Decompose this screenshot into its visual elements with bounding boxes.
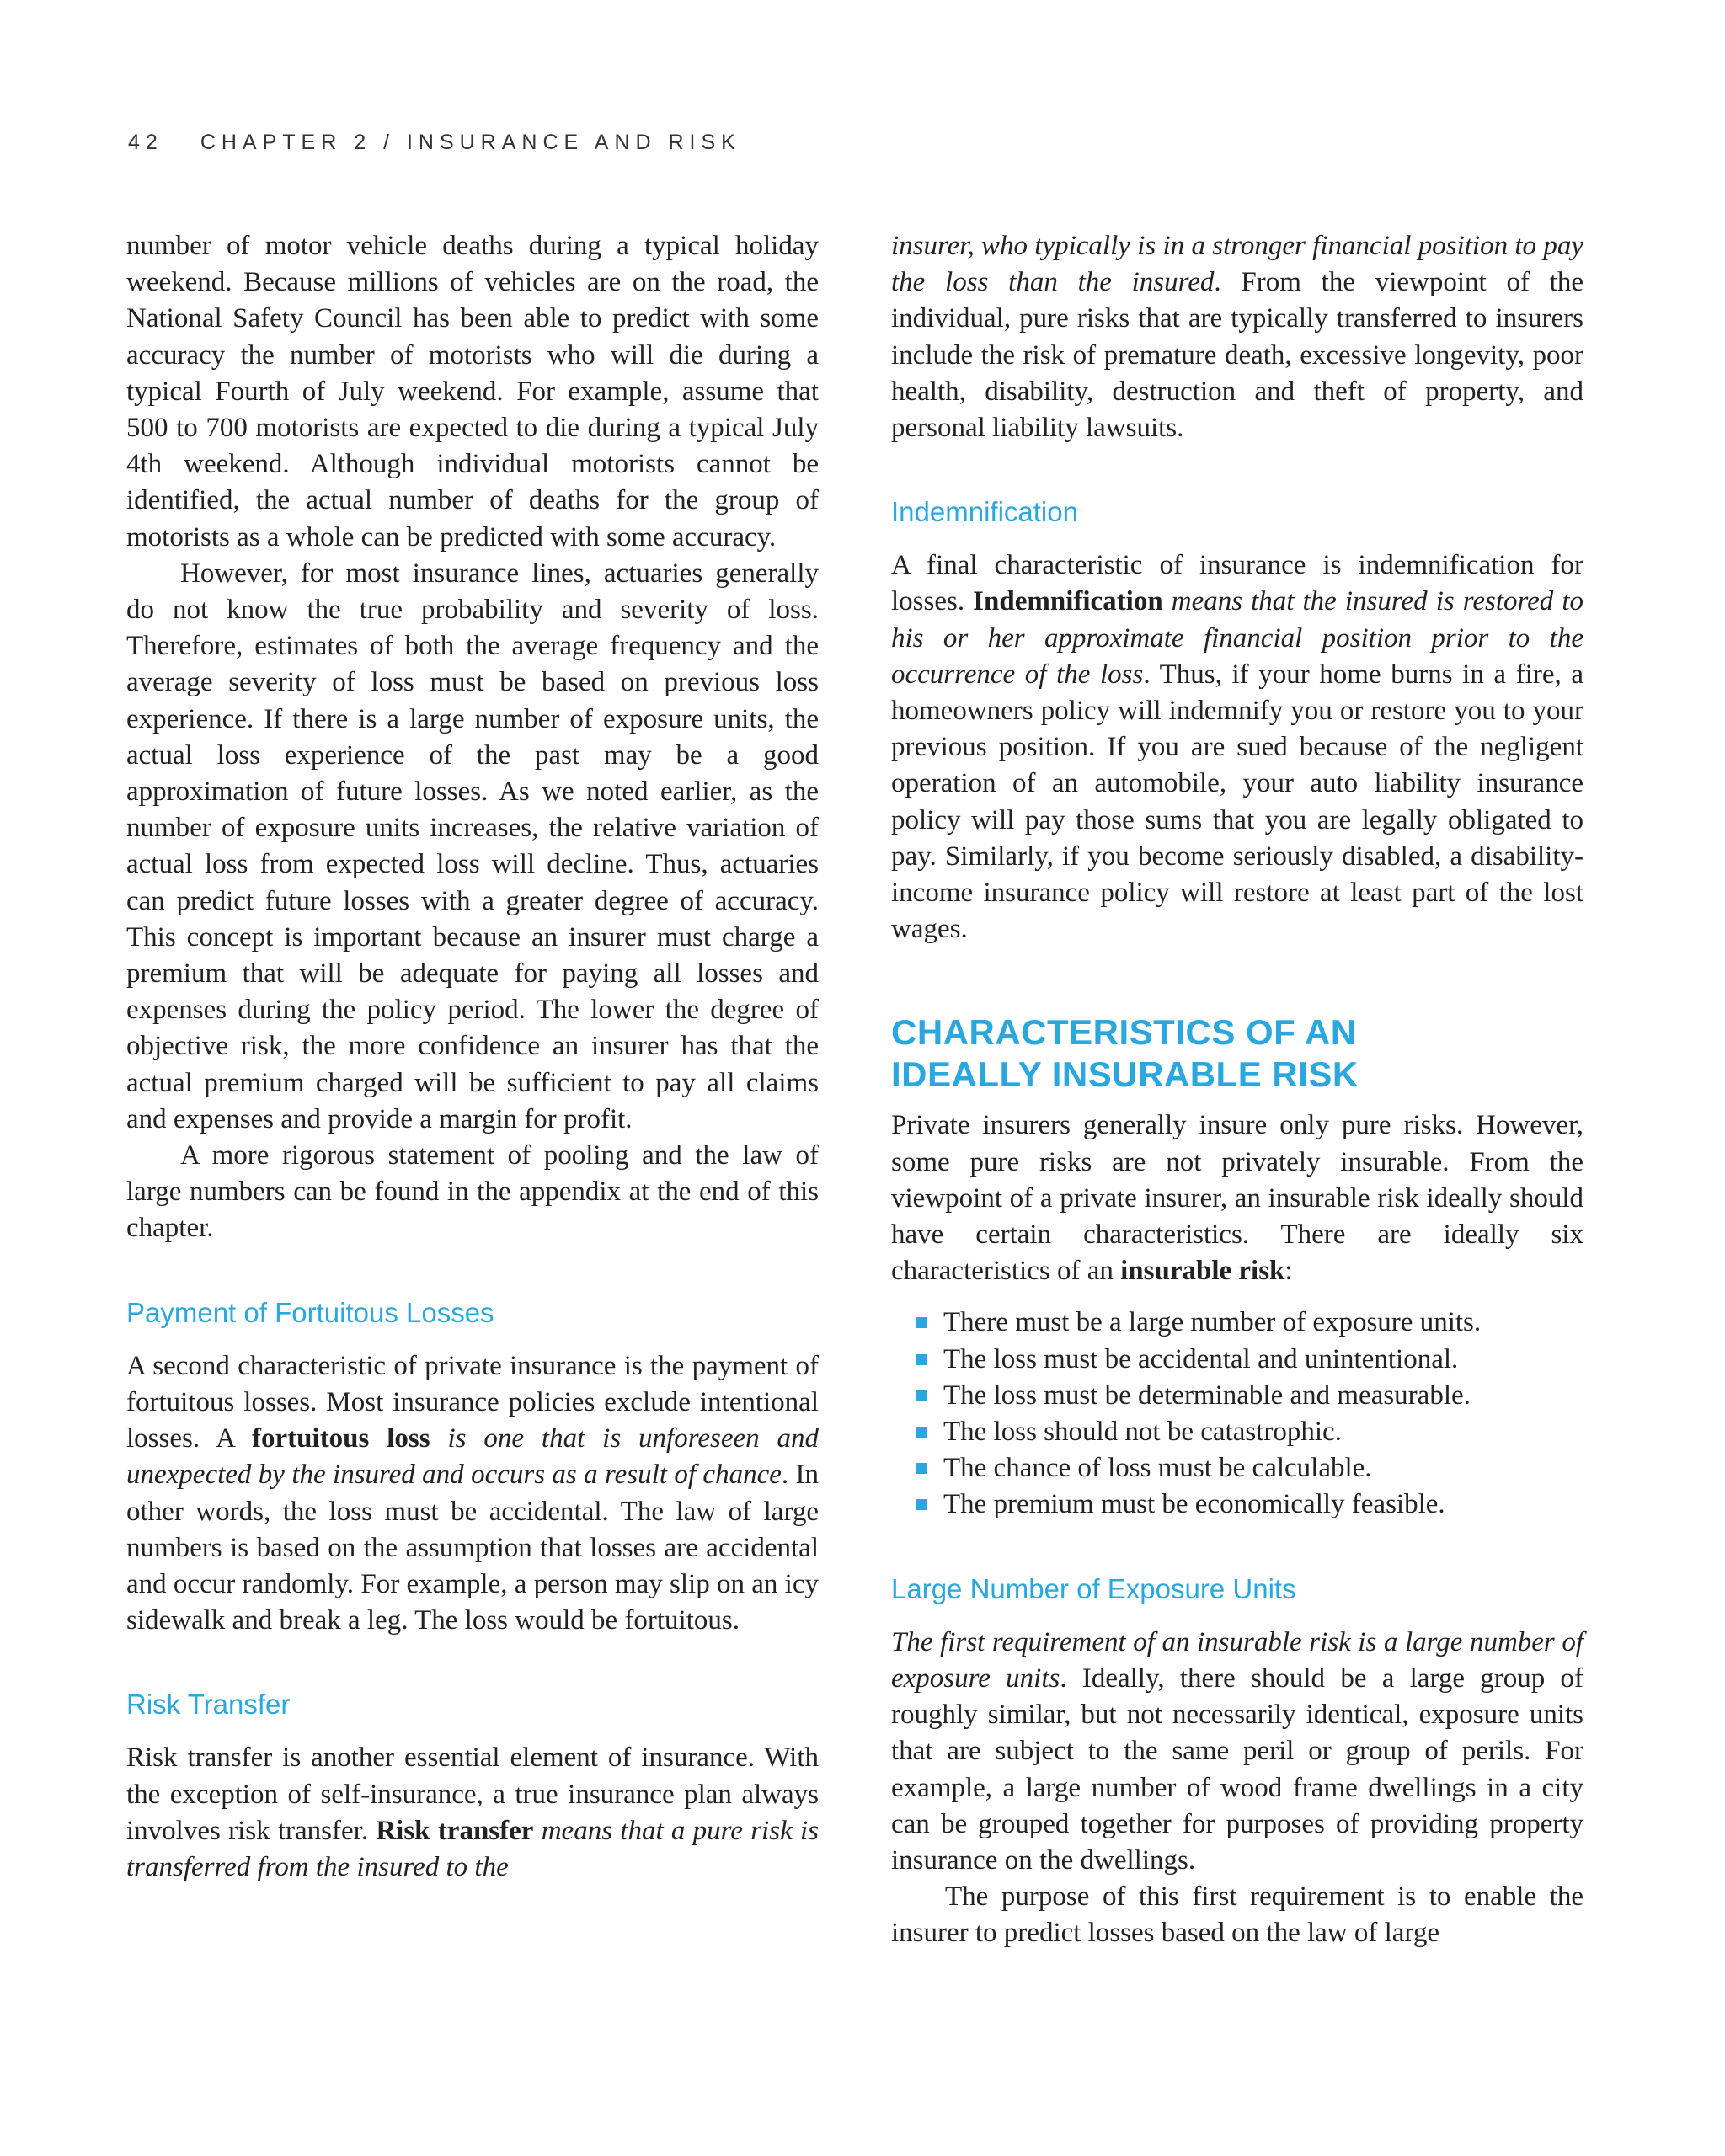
text: : (1284, 1256, 1293, 1287)
key-term: Risk transfer (376, 1815, 534, 1846)
page-number: 42 (128, 131, 163, 154)
bullet-square-icon (916, 1499, 927, 1510)
section-heading-large-number: Large Number of Exposure Units (891, 1572, 1296, 1604)
section-heading-indemnification: Indemnification (891, 496, 1078, 528)
definition: means that a pure risk is transferred from the insured to the (126, 1815, 820, 1882)
bullet-square-icon (916, 1463, 927, 1474)
list-item (916, 1342, 1583, 1378)
list-item-text: The premium must be economically feasible. (943, 1489, 1445, 1520)
key-term: fortuitous loss (252, 1423, 430, 1454)
text: . In other words, the loss must be accidental. The law of large numbers is based on the assumption that losses are accidental and occur randomly. For example, a person may slip on an icy sidewalk and break a leg. The loss would be fortuitous. (126, 1460, 819, 1636)
list-item (916, 1414, 1583, 1450)
list-item-text: The loss must be accidental and unintentional. (943, 1343, 1459, 1374)
running-title: CHAPTER 2 / INSURANCE AND RISK (200, 131, 741, 154)
section-heading-risk-transfer: Risk Transfer (126, 1689, 291, 1721)
paragraph (891, 228, 1583, 446)
paragraph (126, 1740, 819, 1886)
list-item-text: The loss must be determinable and measurable. (943, 1380, 1471, 1411)
paragraph: A more rigorous statement of pooling and the law of large numbers can be found in the appendix at the end of this chapter. (126, 1140, 819, 1244)
bullet-square-icon (916, 1317, 927, 1328)
key-term: Indemnification (973, 586, 1163, 617)
paragraph: However, for most insurance lines, actuaries generally do not know the true probability and severity of loss. Therefore, estimates of both the average frequency and the average severity of loss must be based on previous loss experience. If there is a large number of exposure units, the actual loss experience of the past may be a good approximation of future losses. As we noted earlier, as the number of exposure units increases, the relative variation of actual loss from expected loss will decline. Thus, actuaries can predict future losses with a greater degree of accuracy. This concept is important because an insurer must charge a premium that will be adequate for paying all losses and expenses during the policy period. The lower the degree of objective risk, the more confidence an insurer has that the actual premium charged will be sufficient to pay all claims and expenses and provide a margin for profit. (126, 558, 819, 1134)
paragraph (126, 1348, 819, 1640)
definition: is one that is unforeseen and unexpected by the insured and occurs as a result of chance (126, 1423, 819, 1491)
key-term: insurable risk (1120, 1256, 1285, 1287)
paragraph (891, 1625, 1583, 1879)
italic-text: The first requirement of an insurable risk is a large number of exposure units (891, 1626, 1583, 1694)
list-item (916, 1450, 1583, 1486)
right-column (891, 228, 1583, 1952)
text: . From the viewpoint of the individual, pure risks that are typically transferred to insurers include the risk of premature death, excessive longevity, poor health, disability, destruction and theft of property, and personal liability lawsuits. (891, 267, 1583, 444)
text: . Ideally, there should be a large group of roughly similar, but not necessarily identical, exposure units that are subject to the same peril or group of perils. For example, a large number of wood frame dwellings in a city can be grouped together for purposes of providing property insurance on the dwellings. (891, 1662, 1583, 1876)
text: A second characteristic of private insurance is the payment of fortuitous losses. Most insurance policies exclude intentional losses. A (126, 1350, 819, 1454)
bullet-square-icon (916, 1390, 927, 1401)
section-heading-fortuitous: Payment of Fortuitous Losses (126, 1296, 494, 1328)
italic-text: insurer, who typically is in a stronger financial position to pay the loss than the insured (891, 231, 1583, 298)
text: Private insurers generally insure only pure risks. However, some pure risks are not privately insurable. From the viewpoint of a private insurer, an insurable risk ideally should have certain characteristics. There are ideally six characteristics of an (891, 1110, 1583, 1287)
paragraph: number of motor vehicle deaths during a typical holiday weekend. Because millions of vehicles are on the road, the National Safety Council has been able to predict with some accuracy the number of motorists who will die during a typical Fourth of July weekend. For example, assume that 500 to 700 motorists are expected to die during a typical July 4th weekend. Although individual motorists cannot be identified, the actual number of deaths for the group of motorists as a whole can be predicted with some accuracy. (126, 231, 819, 552)
heading-line: CHARACTERISTICS OF AN (891, 1012, 1357, 1053)
paragraph (891, 1107, 1583, 1289)
list-item-text: The chance of loss must be calculable. (943, 1453, 1372, 1484)
bullet-square-icon (916, 1354, 927, 1365)
text: A final characteristic of insurance is indemnification for losses. (891, 550, 1583, 617)
paragraph: The purpose of this first requirement is to enable the insurer to predict losses based on the law of large (891, 1881, 1583, 1949)
list-item (916, 1305, 1583, 1341)
chapter-section-heading (891, 1011, 1583, 1096)
left-column (126, 228, 819, 1886)
bullet-square-icon (916, 1427, 927, 1438)
text: Risk transfer is another essential element of insurance. With the exception of self-insurance, a true insurance plan always involves risk transfer. (126, 1742, 819, 1846)
list-item (916, 1486, 1583, 1523)
running-header (128, 131, 741, 155)
text: . Thus, if your home burns in a fire, a homeowners policy will indemnify you or restore you to your previous position. If you are sued because of the negligent operation of an automobile, your auto liability insurance policy will pay those sums that you are legally obligated to pay. Similarly, if you become seriously disabled, a disability-income insurance policy will restore at least part of the lost wages. (891, 659, 1583, 945)
paragraph (891, 547, 1583, 947)
list-item-text: There must be a large number of exposure units. (943, 1307, 1482, 1338)
heading-line: IDEALLY INSURABLE RISK (891, 1054, 1359, 1095)
list-item (916, 1378, 1583, 1414)
characteristics-list (891, 1305, 1583, 1523)
list-item-text: The loss should not be catastrophic. (943, 1417, 1342, 1448)
definition: means that the insured is restored to his or her approximate financial position prior to the occurrence of the loss (891, 586, 1584, 690)
